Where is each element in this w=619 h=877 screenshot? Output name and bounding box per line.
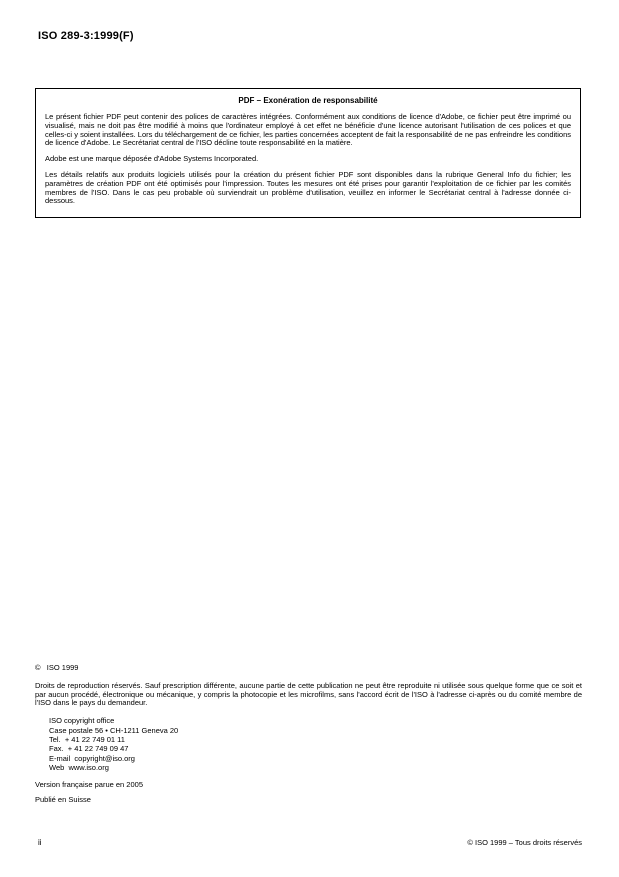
address-line-tel: Tel. + 41 22 749 01 11 [49, 735, 125, 744]
address-line-office: ISO copyright office [49, 716, 115, 726]
disclaimer-paragraph: Le présent fichier PDF peut contenir des polices de caractères intégrées. Conformément aux conditions de licence d'Adobe, ce fichier peut être imprimé ou visualisé, mais ne doit pas être modifié à moins que l'ordinateur employé à cet effet ne bénéficie d'une licence autorisant l'utilisation de ces polices et que celles-ci y soient installées. Lors du téléchargement de ce fichier, les parties concernées acceptent de fait la responsabilité de ne pas enfreindre les conditions de licence d'Adobe. Le Secrétariat central de l'ISO décline toute responsabilité en la matière. [45, 112, 571, 148]
footer-copyright: © ISO 1999 – Tous droits réservés [467, 838, 582, 847]
document-reference-header: ISO 289-3:1999(F) [38, 30, 134, 42]
address-line-fax: Fax. + 41 22 749 09 47 [49, 744, 129, 754]
disclaimer-title: PDF – Exonération de responsabilité [238, 96, 378, 105]
iso-address-block [49, 716, 582, 772]
address-line-email: E-mail copyright@iso.org [49, 753, 135, 763]
copyright-notice: © ISO 1999 [35, 663, 79, 672]
disclaimer-paragraph: Adobe est une marque déposée d'Adobe Systems Incorporated. [45, 154, 259, 164]
address-line-web: Web www.iso.org [49, 763, 109, 773]
page-number: ii [38, 838, 42, 847]
version-line: Version française parue en 2005 [35, 779, 143, 789]
copyright-section [35, 664, 582, 805]
address-line-postal: Case postale 56 • CH-1211 Geneva 20 [49, 725, 179, 735]
pdf-disclaimer-box [35, 88, 581, 218]
copyright-body-text: Droits de reproduction réservés. Sauf prescription différente, aucune partie de cette publication ne peut être reproduite ni utilisée sous quelque forme que ce soit et par aucun procédé, électronique ou mécanique, y compris la photocopie et les microfilms, sans l'accord écrit de l'ISO à l'adresse ci-après ou du comité membre de l'ISO dans le pays du demandeur. [35, 680, 582, 708]
disclaimer-paragraph: Les détails relatifs aux produits logiciels utilisés pour la création du présent fichier PDF sont disponibles dans la rubrique General Info du fichier; les paramètres de création PDF ont été optimisés pour l'impression. Toutes les mesures ont été prises pour garantir l'exploitation de ce fichier par les comités membres de l'ISO. Dans le cas peu probable où surviendrait un problème d'utilisation, veuillez en informer le Secrétariat central à l'adresse donnée ci-dessous. [45, 169, 571, 206]
published-line: Publié en Suisse [35, 795, 91, 805]
